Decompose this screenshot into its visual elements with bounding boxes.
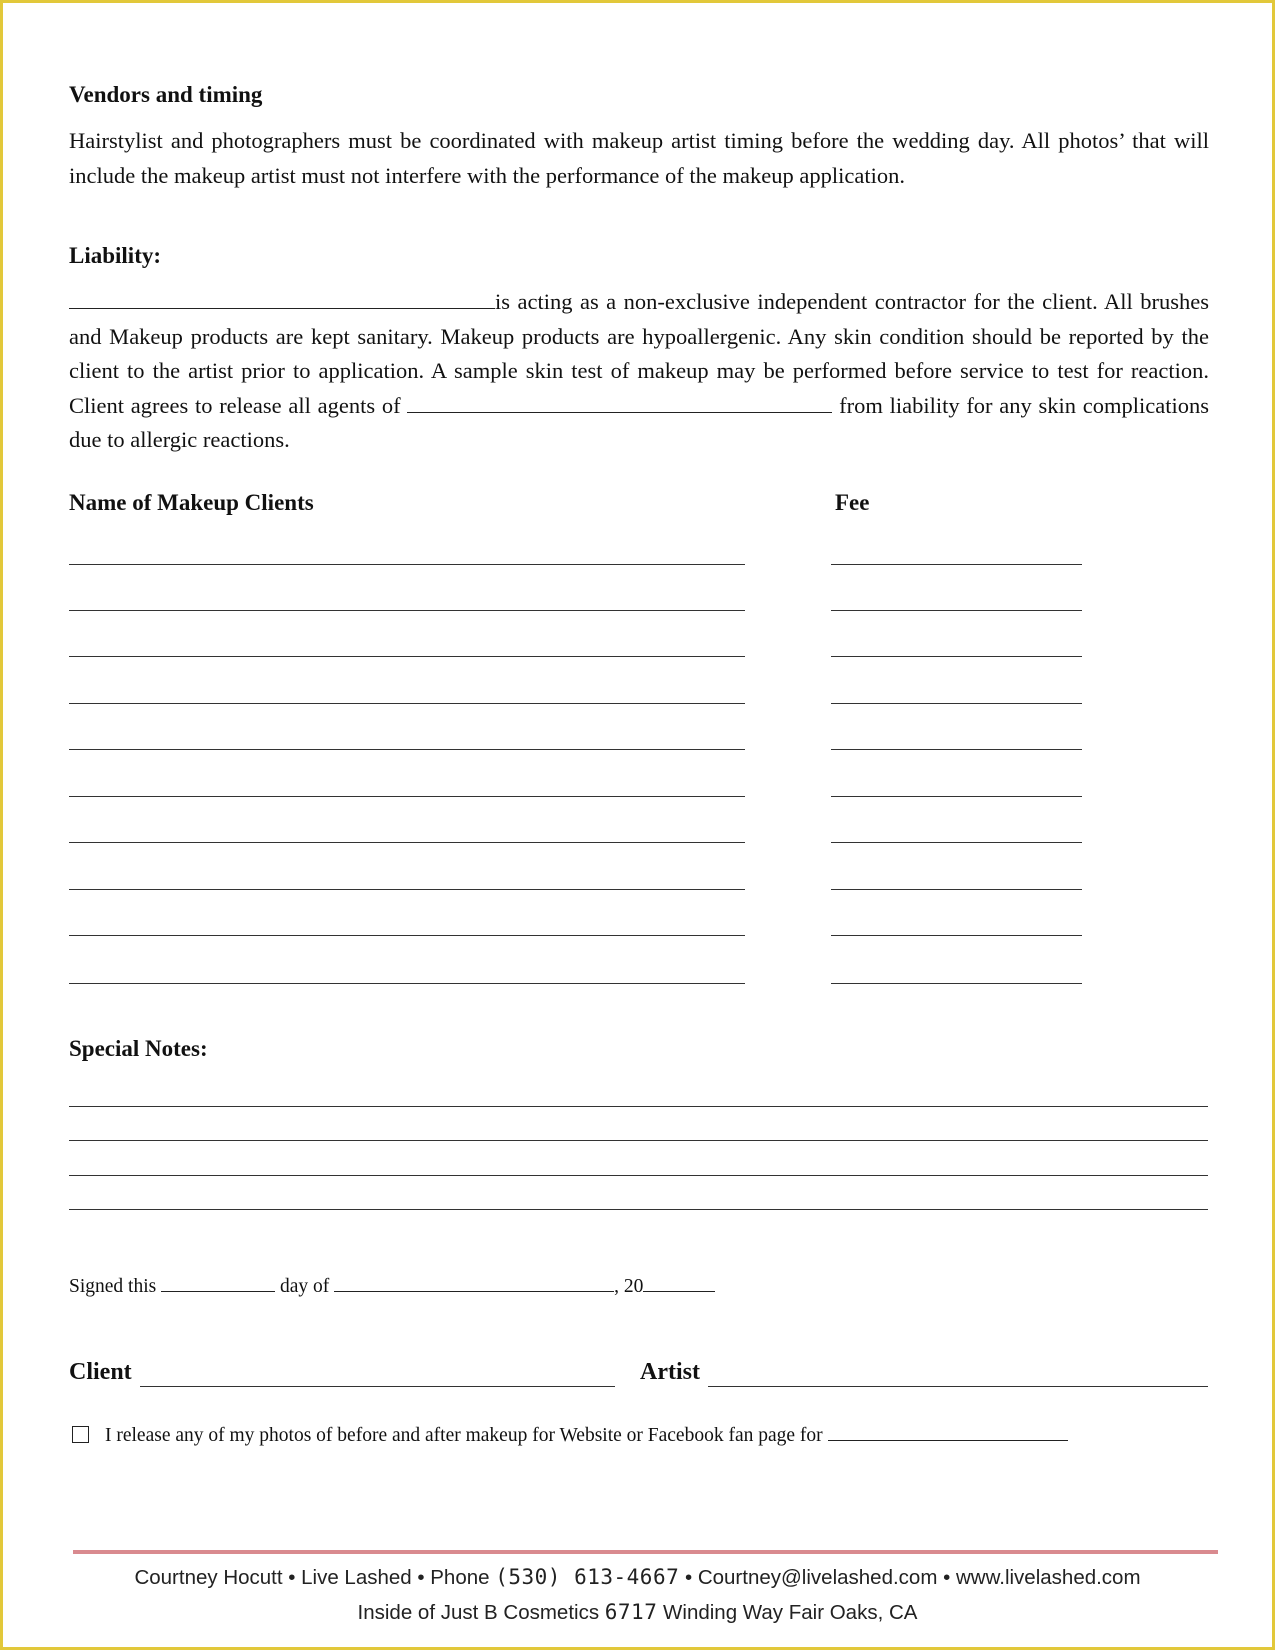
footer-divider	[73, 1550, 1218, 1554]
fee-line-5[interactable]	[831, 749, 1082, 750]
footer-address-b: Winding Way Fair Oaks, CA	[657, 1601, 918, 1624]
client-label: Client	[69, 1359, 132, 1385]
fee-line-4[interactable]	[831, 703, 1082, 704]
notes-line-4[interactable]	[69, 1209, 1208, 1210]
special-notes-heading: Special Notes:	[69, 1036, 208, 1061]
notes-line-2[interactable]	[69, 1140, 1208, 1141]
vendors-paragraph: Hairstylist and photographers must be coordinated with makeup artist timing before the wedding day. All photos’ that will include the makeup artist must not interfere with the performance of the makeup application.	[69, 128, 1209, 188]
vendors-heading: Vendors and timing	[69, 82, 263, 107]
fee-line-9[interactable]	[831, 935, 1082, 936]
photo-release-text: I release any of my photos of before and after makeup for Website or Facebook fan page for	[105, 1425, 823, 1446]
client-signature-line[interactable]	[140, 1386, 615, 1387]
signed-day-field[interactable]	[161, 1275, 275, 1292]
notes-line-1[interactable]	[69, 1106, 1208, 1107]
signed-month-field[interactable]	[334, 1275, 614, 1292]
client-name-line-1[interactable]	[69, 564, 745, 565]
footer-address-a: Inside of Just B Cosmetics	[357, 1601, 605, 1624]
liability-heading: Liability:	[69, 243, 162, 268]
footer-contact-a: Courtney Hocutt • Live Lashed • Phone	[134, 1566, 496, 1589]
signed-line	[69, 1275, 715, 1298]
footer-line-1	[0, 1565, 1275, 1590]
fee-line-7[interactable]	[831, 842, 1082, 843]
liability-paragraph	[69, 285, 1209, 458]
signed-day-of: day of	[279, 1276, 330, 1297]
footer-line-2	[0, 1600, 1275, 1625]
photo-release-field[interactable]	[828, 1424, 1068, 1441]
signed-prefix: Signed this	[69, 1276, 157, 1297]
liability-text-1: is acting as a non-exclusive independent contractor for the client. All brushes and Makeup products are kept sanitary. Makeup products are hypoallergenic. Any skin condition should be reported by the client to the artist prior to application. A sample skin test of makeup may be performed before service to test for reaction. Client agrees to release all agents of	[69, 289, 1209, 418]
client-name-line-4[interactable]	[69, 703, 745, 704]
fee-line-10[interactable]	[831, 983, 1082, 984]
photo-release-checkbox[interactable]	[72, 1426, 89, 1443]
fee-header: Fee	[835, 490, 870, 515]
fee-line-6[interactable]	[831, 796, 1082, 797]
client-name-line-3[interactable]	[69, 656, 745, 657]
fee-line-1[interactable]	[831, 564, 1082, 565]
footer-phone: (530) 613-4667	[495, 1565, 680, 1589]
signed-year-prefix: , 20	[614, 1276, 644, 1297]
footer-street-number: 6717	[604, 1600, 658, 1624]
client-name-line-9[interactable]	[69, 935, 745, 936]
fee-line-3[interactable]	[831, 656, 1082, 657]
footer-contact-b: • Courtney@livelashed.com • www.livelashed.com	[679, 1566, 1141, 1589]
notes-line-3[interactable]	[69, 1175, 1208, 1176]
liability-text-2: from liability for any skin complications due to allergic reactions.	[69, 392, 1210, 452]
photo-release-line	[105, 1424, 1068, 1447]
client-name-line-6[interactable]	[69, 796, 745, 797]
client-name-line-2[interactable]	[69, 610, 745, 611]
artist-label: Artist	[640, 1359, 700, 1385]
client-name-line-8[interactable]	[69, 889, 745, 890]
contractor-name-field[interactable]	[69, 288, 495, 309]
company-name-field[interactable]	[407, 392, 832, 413]
artist-signature-line[interactable]	[708, 1386, 1208, 1387]
client-name-line-7[interactable]	[69, 842, 745, 843]
client-name-line-10[interactable]	[69, 983, 745, 984]
client-name-header: Name of Makeup Clients	[69, 490, 314, 515]
client-name-line-5[interactable]	[69, 749, 745, 750]
fee-line-8[interactable]	[831, 889, 1082, 890]
fee-line-2[interactable]	[831, 610, 1082, 611]
signed-year-field[interactable]	[643, 1275, 715, 1292]
